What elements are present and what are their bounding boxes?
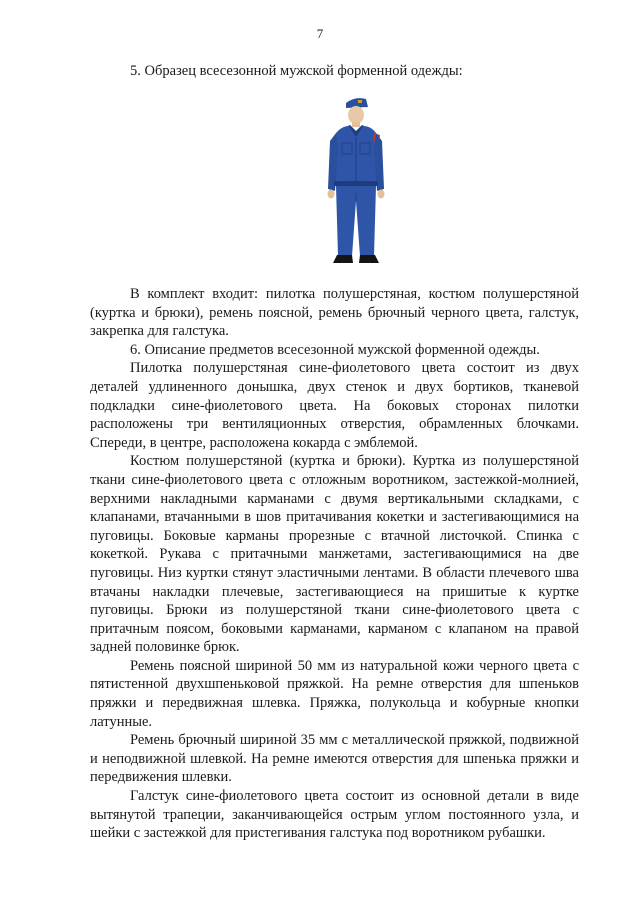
uniform-illustration <box>318 93 398 273</box>
uniform-figure-svg <box>318 93 398 273</box>
paragraph-suit: Костюм полушерстяной (куртка и брюки). Куртка из полушерстяной ткани сине-фиолетового цвета с отложным воротником, застежкой-молнией, верхними накладными карманами с двумя вертикальными складками, с клапанами, втачанными в шов притачивания кокетки и застегивающимися на пуговицы. Боковые карманы прорезные с втачной листочкой. Спинка с кокеткой. Рукава с притачными манжетами, застегивающимися на две пуговицы. Низ куртки стянут эластичными лентами. В области плечевого шва втачаны накладки плечевые, застегивающиеся на пришитые к куртке пуговицы. Брюки из полушерстяной ткани сине-фиолетового цвета с притачным поясом, боковыми карманами, карманом с клапаном на правой задней половинке брюк. <box>90 453 579 656</box>
body-text <box>90 285 579 843</box>
page-number: 7 <box>316 26 324 41</box>
paragraph-waist-belt: Ремень поясной шириной 50 мм из натуральной кожи черного цвета с пятистенной двухшпеньковой пряжкой. На ремне отверстия для шпеньков пряжки и передвижная шлевка. Пряжка, полукольца и кобурные кнопки латунные. <box>90 657 579 730</box>
paragraph-kit-contents: В комплект входит: пилотка полушерстяная, костюм полушерстяной (куртка и брюки), ремень поясной, ремень брючный черного цвета, галстук, закрепка для галстука. <box>90 286 579 340</box>
paragraph-cap: Пилотка полушерстяная сине-фиолетового цвета состоит из двух деталей удлиненного донышка, двух стенок и двух бортиков, тканевой подкладки сине-фиолетового цвета. На боковых сторонах пилотки расположены три вентиляционных отверстия, обрамленных блочками. Спереди, в центре, расположена кокарда с эмблемой. <box>90 360 579 451</box>
paragraph-tie: Галстук сине-фиолетового цвета состоит из основной детали в виде вытянутой трапеции, заканчивающейся острым углом постоянного узла, и шейки с застежкой для пристегивания галстука под воротником рубашки. <box>90 788 579 842</box>
section-heading: 5. Образец всесезонной мужской форменной одежды: <box>130 63 463 79</box>
paragraph-trouser-belt: Ремень брючный шириной 35 мм с металлической пряжкой, подвижной и неподвижной шлевкой. На ремне имеются отверстия для шпенька пряжки и передвижения шлевки. <box>90 732 579 786</box>
paragraph-items-heading: 6. Описание предметов всесезонной мужской форменной одежды. <box>130 341 540 358</box>
